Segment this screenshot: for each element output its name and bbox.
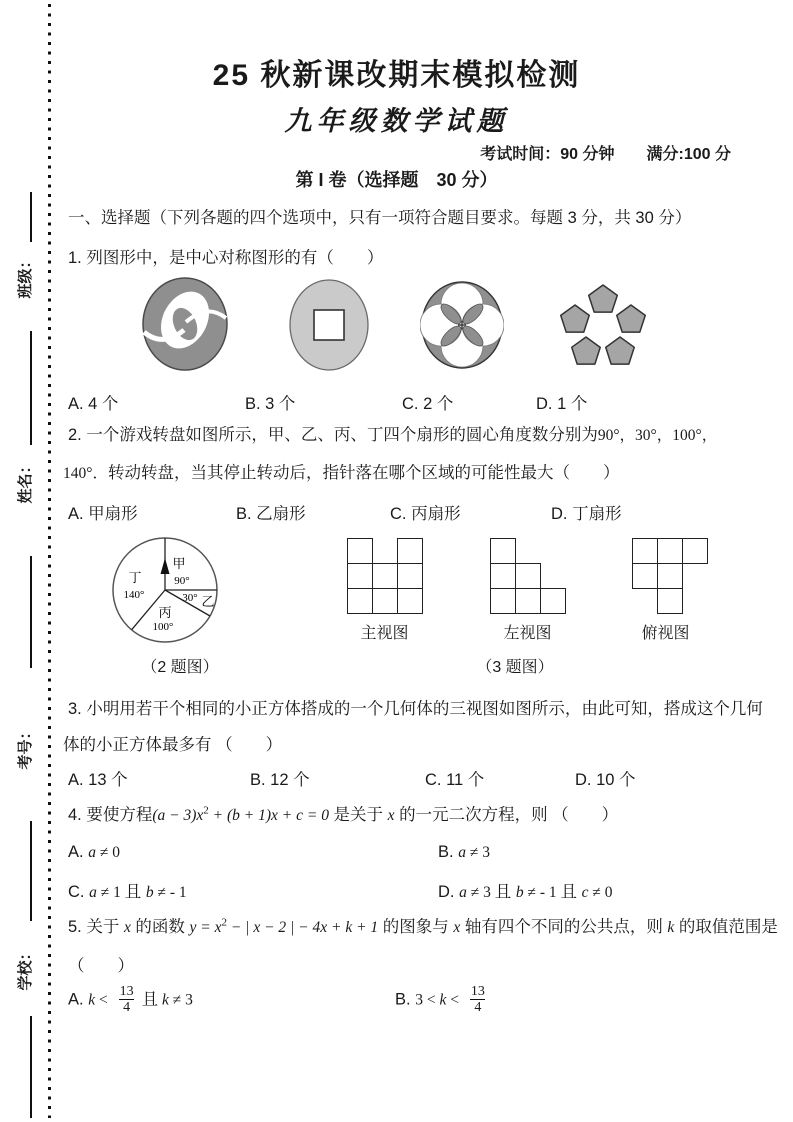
q3-option-c: C. 11 个	[425, 771, 485, 789]
q2-option-c: C. 丙扇形	[390, 505, 461, 523]
left-view-label: 左视图	[503, 625, 552, 642]
question-4-stem: 4. 要使方程$(a - 3)x^2 + (b + 1)x + c = 0$ 是关于 x 的一元二次方程，则 （ ）	[68, 804, 619, 824]
q3-option-d: D. 10 个	[575, 771, 636, 789]
question-5-stem: 5. 关于 x 的函数 $y = x^2$ − | x − 2 | − 4x + k + 1 的图象与 x 轴有四个不同的公共点，则 k 的取值范围是	[68, 916, 778, 936]
q3-option-b: B. 12 个	[250, 771, 310, 789]
section-instructions: 一、选择题（下列各题的四个选项中，只有一项符合题目要求。每题 3 分，共 30 分）	[68, 209, 692, 227]
exam-number-blank-line	[30, 556, 32, 668]
question-5-stem-line2: （ ）	[68, 957, 134, 975]
top-view-grid	[632, 538, 707, 613]
pie-caption: （2 题图）	[141, 659, 219, 676]
bottom-blank-line	[30, 1016, 32, 1118]
views-caption: （3 题图）	[476, 659, 554, 676]
q1-option-c: C. 2 个	[402, 395, 454, 413]
shape-pentagon-ring-image	[556, 284, 650, 370]
shape-yin-yang-circle-image	[140, 276, 230, 372]
pie-deg-yi: 30°	[182, 592, 198, 604]
name-blank-line	[30, 331, 32, 445]
exam-info: 考试时间：90 分钟 满分:100 分	[480, 146, 731, 163]
q2-option-a: A. 甲扇形	[68, 505, 138, 523]
question-2-stem-line1: 2. 一个游戏转盘如图所示，甲、乙、丙、丁四个扇形的圆心角度数分别为90°，30°，100°，	[68, 426, 718, 444]
question-1-stem: 1. 列图形中，是中心对称图形的有（ ）	[68, 249, 384, 267]
front-view-label: 主视图	[360, 625, 409, 642]
q1-option-a: A. 4 个	[68, 395, 119, 413]
q2-option-b: B. 乙扇形	[236, 505, 306, 523]
q2-option-d: D. 丁扇形	[551, 505, 622, 523]
q4-option-a: A. a ≠ 0	[68, 843, 120, 861]
pie-deg-ding: 140°	[123, 589, 145, 601]
question-2-stem-line2: 140°．转动转盘，当其停止转动后，指针落在哪个区域的可能性最大（ ）	[63, 464, 620, 482]
q1-option-b: B. 3 个	[245, 395, 296, 413]
shape-four-petal-image	[420, 280, 504, 370]
front-view-grid	[347, 538, 422, 613]
q4-option-c: C. a ≠ 1 且 b ≠ - 1	[68, 883, 187, 901]
pie-label-bing: 丙	[158, 605, 172, 620]
pie-label-jia: 甲	[172, 556, 186, 571]
sidebar-label-name: 姓名：	[17, 458, 34, 504]
shape-coin-image	[287, 278, 371, 372]
exam-subtitle: 九年级数学试题	[284, 106, 509, 136]
spinner-pie-chart	[105, 528, 225, 652]
q1-option-d: D. 1 个	[536, 395, 588, 413]
sidebar-label-exam-number: 考号：	[17, 724, 34, 770]
q4-option-b: B. a ≠ 3	[438, 843, 490, 861]
top-view-label: 俯视图	[641, 625, 690, 642]
q5-option-a: A. k < $\frac{13}{4}$ 且 k ≠ 3	[68, 984, 193, 1016]
school-blank-line	[30, 821, 32, 921]
q4-option-d: D. a ≠ 3 且 b ≠ - 1 且 c ≠ 0	[438, 883, 613, 901]
class-blank-line	[30, 192, 32, 242]
pie-label-yi: 乙	[201, 594, 215, 609]
sidebar-label-school: 学校：	[17, 945, 34, 991]
q3-option-a: A. 13 个	[68, 771, 128, 789]
question-3-stem-line1: 3. 小明用若干个相同的小正方体搭成的一个几何体的三视图如图所示，由此可知，搭成这个几何	[68, 700, 763, 718]
question-3-stem-line2: 体的小正方体最多有 （ ）	[63, 736, 283, 754]
sidebar-label-class: 班级：	[17, 253, 34, 299]
section-header: 第 I 卷（选择题 30 分）	[295, 170, 498, 190]
pie-label-ding: 丁	[128, 570, 142, 585]
pie-deg-jia: 90°	[174, 575, 190, 587]
pie-deg-bing: 100°	[152, 621, 174, 633]
left-view-grid	[490, 538, 565, 613]
q5-option-b: B. 3 < k < $\frac{13}{4}$	[395, 984, 485, 1016]
page-title: 25 秋新课改期末模拟检测	[212, 59, 581, 92]
